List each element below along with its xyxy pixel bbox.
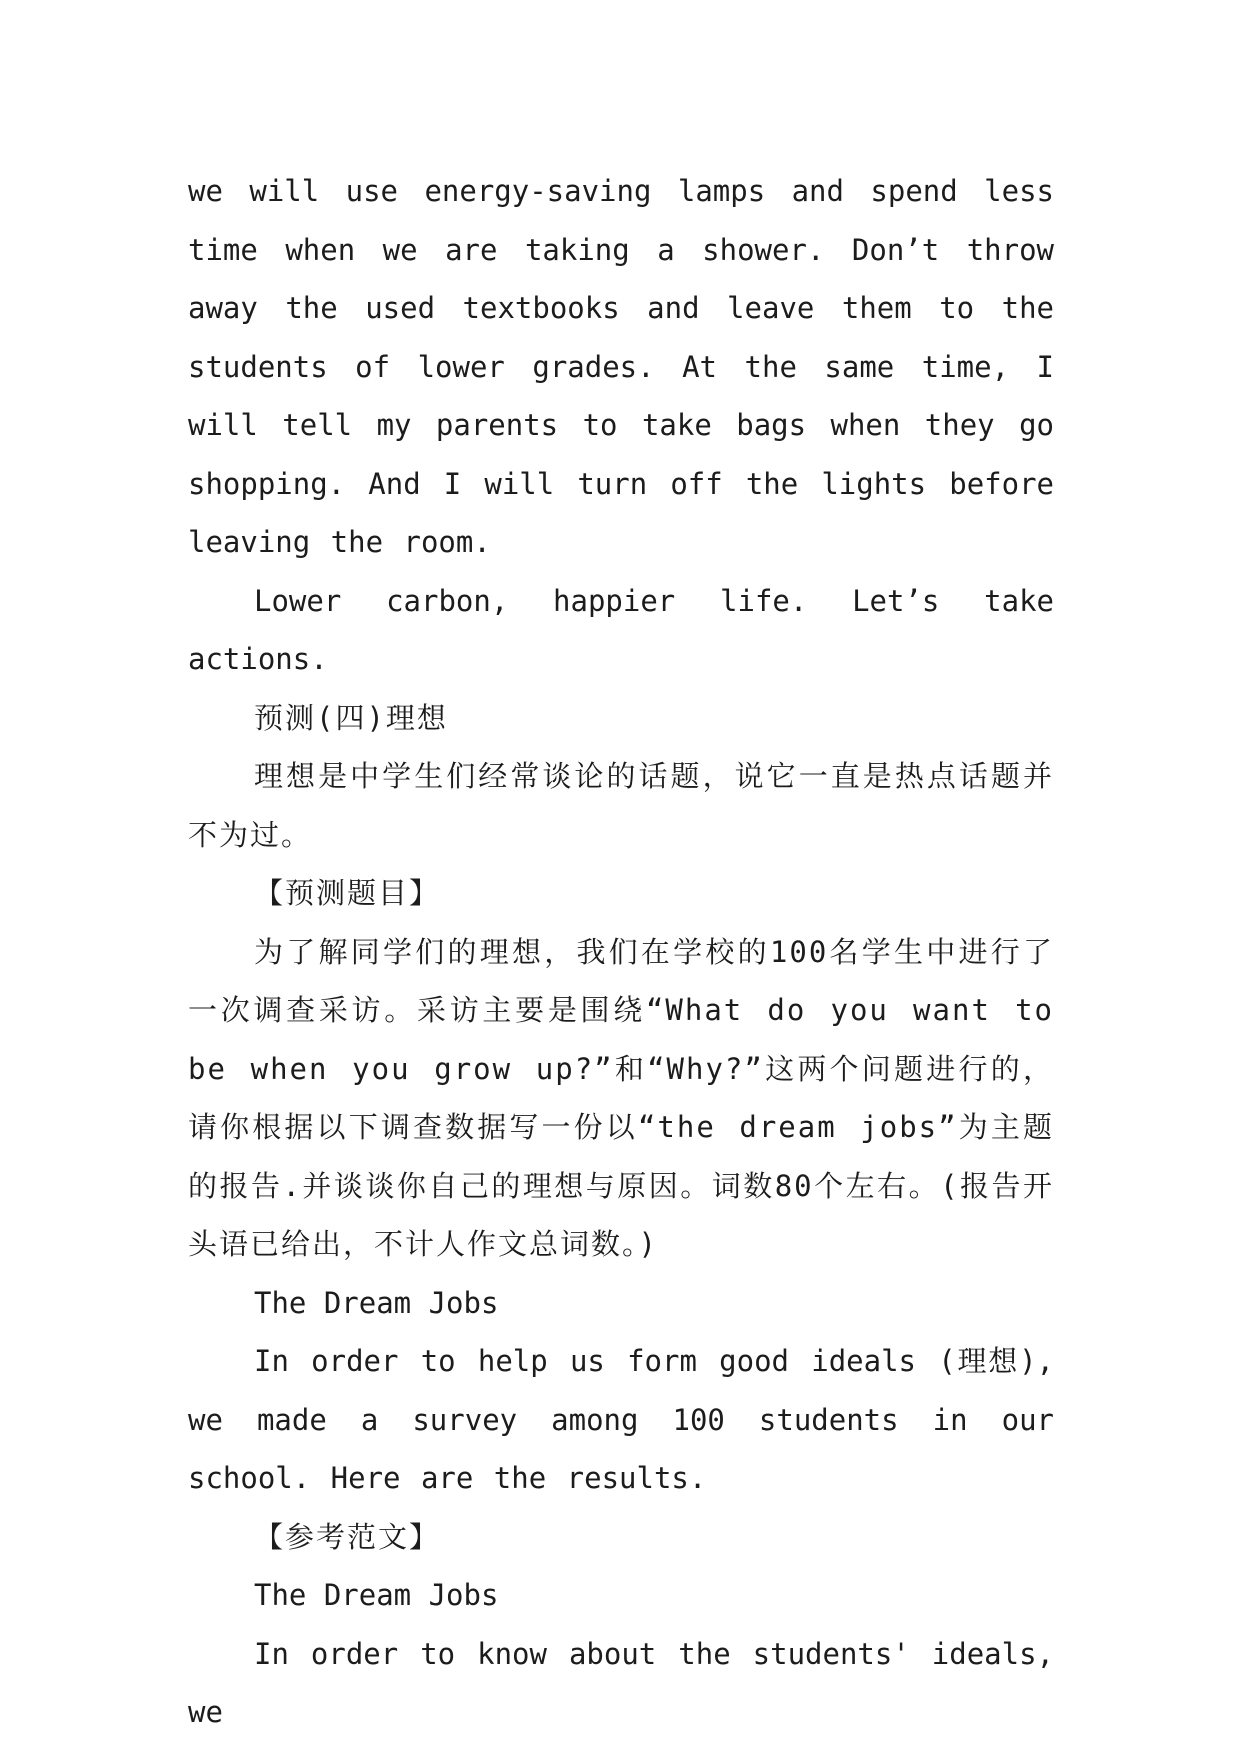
paragraph-task-description: 为了解同学们的理想，我们在学校的100名学生中进行了一次调查采访。采访主要是围绕“What do you want to be when you grow up?”和“Why?”这两个问题进行的，请你根据以下调查数据写一份以“the dream jobs”为主题的报告.并谈谈你自己的理想与原因。词数80个左右。(报告开头语已给出，不计人作文总词数。): [188, 934, 1054, 1261]
paragraph-lower-carbon: Lower carbon, happier life. Let’s take actions.: [188, 583, 1054, 676]
paragraph-essay-opening: In order to help us form good ideals (理想), we made a survey among 100 students in our school. Here are the results.: [188, 1344, 1054, 1495]
paragraph-energy-saving: we will use energy-saving lamps and spend less time when we are taking a shower. Don’t throw away the used textbooks and leave them to the students of lower grades. At the same time, I will tell my parents to take bags when they go shopping. And I will turn off the lights before leaving the room.: [188, 174, 1054, 559]
paragraph-sample-opening: In order to know about the students' ideals, we: [188, 1636, 1054, 1729]
heading-prediction-topic: 【预测题目】: [254, 876, 441, 910]
document-body: [188, 162, 1054, 1742]
section-heading-prediction-4: 预测(四)理想: [254, 700, 448, 735]
sample-essay-title: The Dream Jobs: [254, 1578, 499, 1612]
paragraph-ideal-intro: 理想是中学生们经常谈论的话题，说它一直是热点话题并不为过。: [188, 759, 1054, 852]
essay-title-prompt: The Dream Jobs: [254, 1285, 499, 1320]
heading-sample-essay: 【参考范文】: [254, 1519, 441, 1554]
